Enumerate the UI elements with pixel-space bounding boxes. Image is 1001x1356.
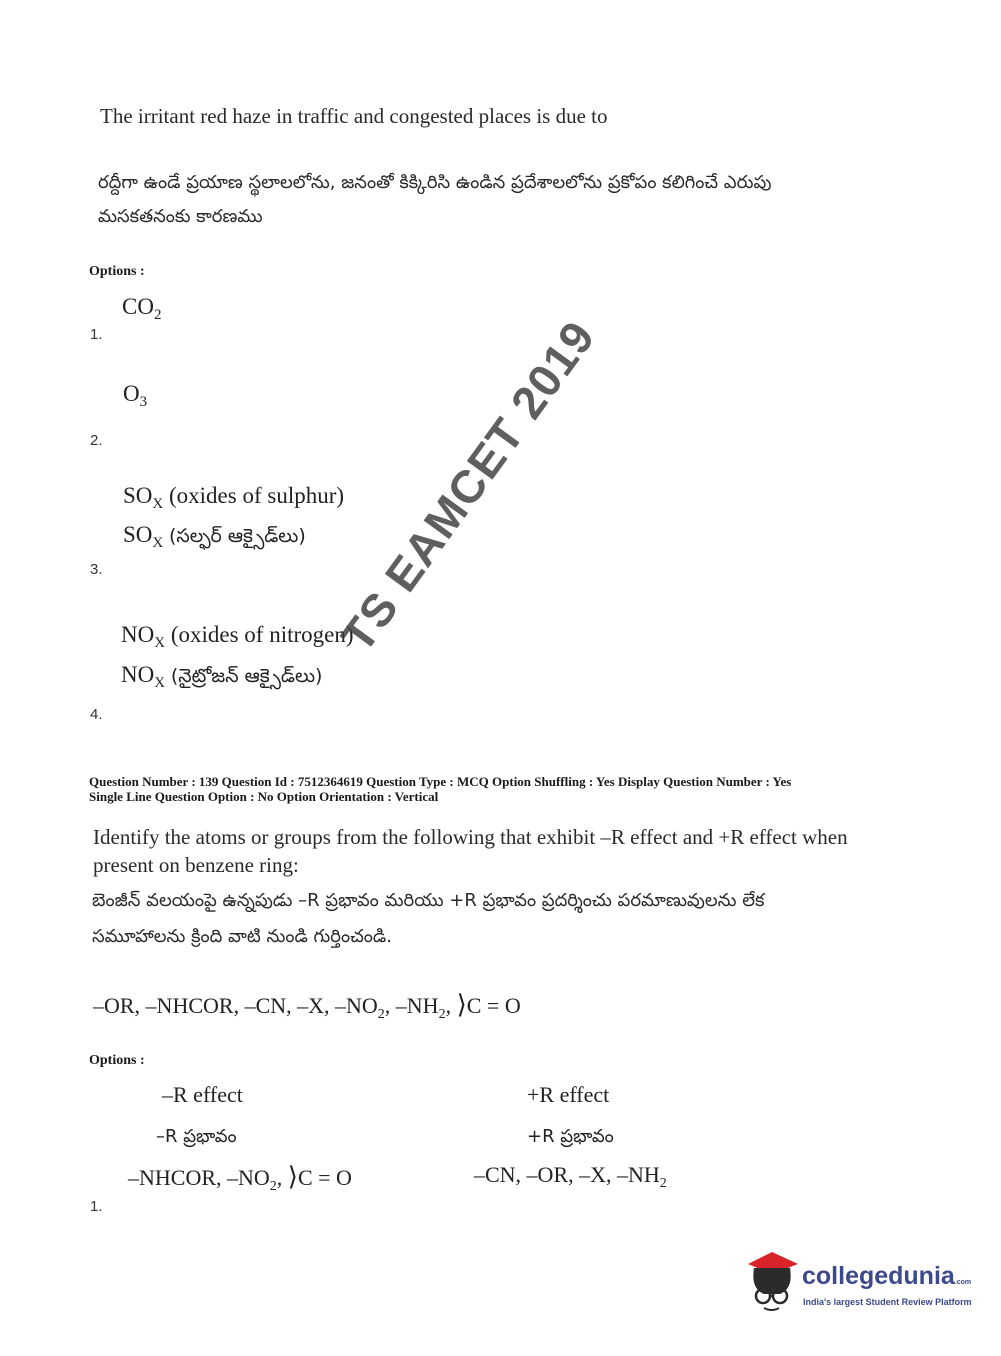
question-text-en: The irritant red haze in traffic and congested places is due to bbox=[100, 104, 608, 128]
options-label: Options : bbox=[89, 264, 145, 279]
col2-heading-te: +R ప్రభావం bbox=[527, 1126, 614, 1147]
option-3-formula-te: $SO_X$ (సల్ఫర్ ఆక్సైడ్‌లు) bbox=[123, 522, 306, 551]
option-4-number: 4. bbox=[90, 706, 103, 723]
question-text-en-line2: present on benzene ring: bbox=[93, 853, 299, 877]
watermark: TS EAMCET 2019 bbox=[330, 311, 605, 662]
question-text-te-line2: సమూహాలను క్రింది వాటి నుండి గుర్తించండి. bbox=[92, 926, 392, 947]
option-2-formula: $O_3$ bbox=[123, 381, 148, 410]
col1-value: –NHCOR, $-NO_2$, ⟩C = O bbox=[128, 1162, 352, 1194]
option-3-formula-en: $SO_X$ (oxides of sulphur) bbox=[123, 483, 345, 512]
options-label-q139: Options : bbox=[89, 1053, 145, 1068]
option-4-formula-en: $NO_X$ (oxides of nitrogen) bbox=[121, 622, 354, 651]
option-4-formula-te: $NO_X$ (నైట్రోజన్ ఆక్సైడ్‌లు) bbox=[121, 662, 323, 691]
question-text-te-line1: బెంజీన్ వలయంపై ఉన్నపుడు –R ప్రభావం మరియు +R ప్రభావం ప్రదర్శించు పరమాణువులను లేక bbox=[92, 890, 765, 911]
carbonyl-bracket-icon: ⟩ bbox=[287, 1162, 298, 1191]
collegedunia-logo[interactable] bbox=[742, 1250, 972, 1314]
logo-tagline: India's largest Student Review Platform bbox=[803, 1297, 972, 1307]
question-text-en-line1: Identify the atoms or groups from the following that exhibit –R effect and +R effect when bbox=[93, 825, 848, 849]
option-1-number: 1. bbox=[90, 326, 103, 343]
col2-heading-en: +R effect bbox=[527, 1082, 610, 1107]
question-meta-line2: Single Line Question Option : No Option Orientation : Vertical bbox=[89, 789, 439, 804]
student-mascot-icon bbox=[742, 1250, 800, 1314]
option-3-number: 3. bbox=[90, 561, 103, 578]
logo-wordmark: collegedunia.com bbox=[802, 1262, 972, 1290]
col1-heading-en: –R effect bbox=[162, 1082, 243, 1107]
groups-list: –OR, –NHCOR, –CN, –X, $-NO_2$, $-NH_2$, ⟩C = O bbox=[93, 990, 521, 1022]
carbonyl-bracket-icon: ⟩ bbox=[456, 990, 467, 1019]
col1-heading-te: –R ప్రభావం bbox=[156, 1126, 237, 1147]
option-2-number: 2. bbox=[90, 432, 103, 449]
question-text-te-line1: రద్దీగా ఉండే ప్రయాణ స్థలాలలోను, జనంతో కిక్కిరిసి ఉండిన ప్రదేశాలలోను ప్రకోపం కలిగించే ఎరుపు bbox=[98, 172, 772, 193]
col2-value: –CN, –OR, –X, $-NH_2$ bbox=[474, 1162, 667, 1191]
question-meta-line1: Question Number : 139 Question Id : 7512364619 Question Type : MCQ Option Shuffling : Yes Display Question Number : Yes bbox=[89, 774, 792, 789]
question-text-te-line2: మసకతనంకు కారణము bbox=[98, 206, 263, 227]
option-1-formula: $CO_2$ bbox=[122, 294, 162, 323]
option-1-number-q139: 1. bbox=[90, 1198, 103, 1215]
